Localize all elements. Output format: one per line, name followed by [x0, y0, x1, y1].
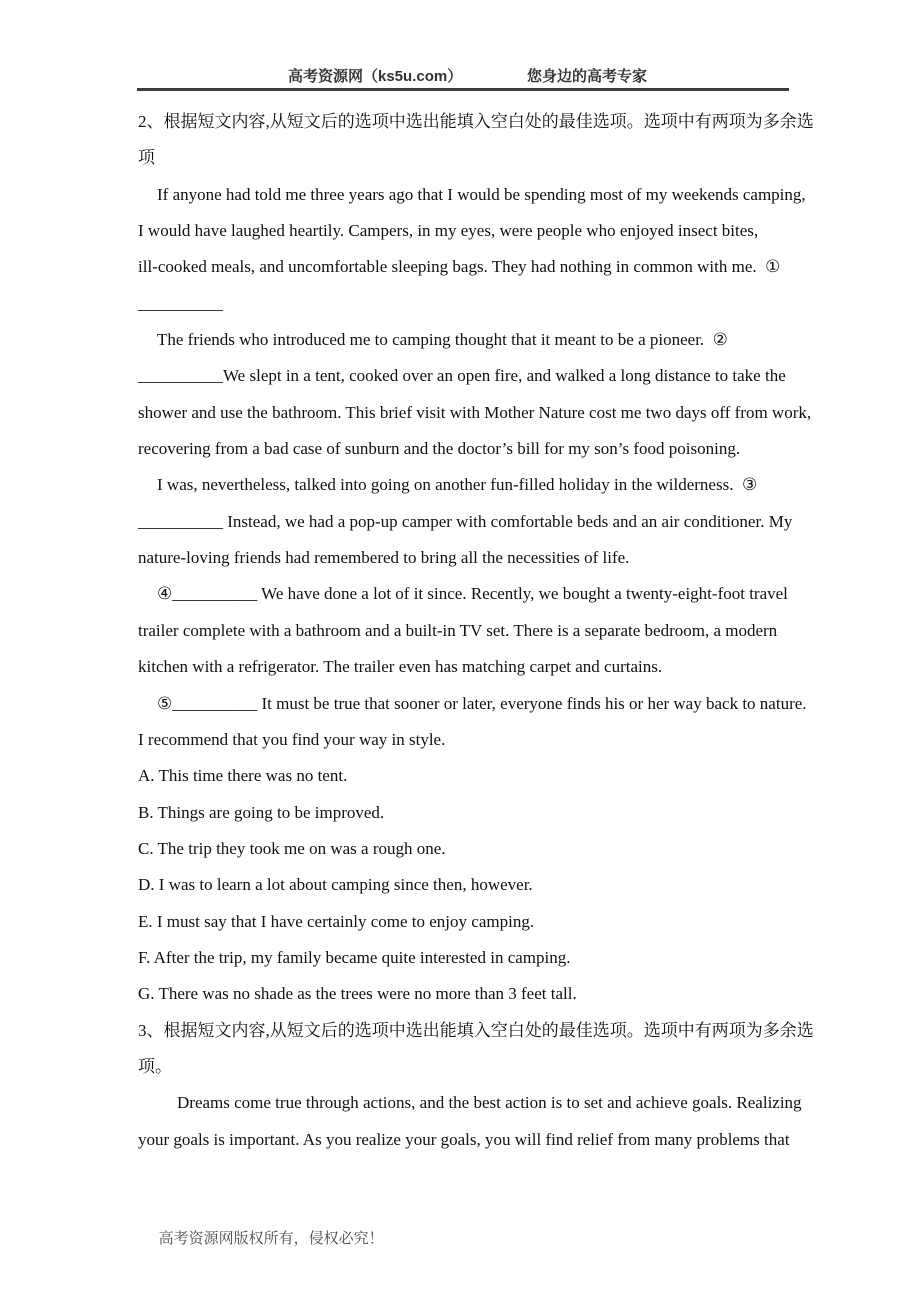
text-line: 2、根据短文内容,从短文后的选项中选出能填入空白处的最佳选项。选项中有两项为多余选	[138, 112, 814, 131]
text-line: kitchen with a refrigerator. The trailer even has matching carpet and curtains.	[138, 657, 663, 677]
text-line: I was, nevertheless, talked into going on another fun-filled holiday in the wilderness. ③	[157, 475, 758, 495]
text-line: I would have laughed heartily. Campers, in my eyes, were people who enjoyed insect bites,	[138, 221, 759, 241]
text-line: ⑤__________ It must be true that sooner or later, everyone finds his or her way back to nature.	[157, 693, 807, 713]
text-line: trailer complete with a bathroom and a built-in TV set. There is a separate bedroom, a modern	[138, 620, 778, 640]
text-line: 3、根据短文内容,从短文后的选项中选出能填入空白处的最佳选项。选项中有两项为多余选	[138, 1020, 814, 1040]
text-line: __________ Instead, we had a pop-up camper with comfortable beds and an air conditioner. My	[138, 511, 793, 531]
text-line: recovering from a bad case of sunburn and the doctor’s bill for my son’s food poisoning.	[138, 439, 741, 459]
text-line: 项	[138, 148, 155, 168]
text-line: G. There was no shade as the trees were no more than 3 feet tall.	[138, 984, 577, 1004]
text-line: ④__________ We have done a lot of it since. Recently, we bought a twenty-eight-foot travel	[157, 584, 788, 604]
text-line: ill-cooked meals, and uncomfortable sleeping bags. They had nothing in common with me. ①	[138, 257, 781, 277]
text-line: nature-loving friends had remembered to bring all the necessities of life.	[138, 548, 630, 568]
text-line: The friends who introduced me to camping thought that it meant to be a pioneer. ②	[157, 330, 728, 350]
site-name: 高考资源网（ks5u.com）	[288, 68, 463, 85]
text-line: I recommend that you find your way in style.	[138, 729, 446, 749]
copyright-text: 高考资源网版权所有，侵权必究！	[158, 1230, 384, 1247]
text-line: shower and use the bathroom. This brief visit with Mother Nature cost me two days off from work,	[138, 402, 812, 422]
text-line: C. The trip they took me on was a rough one.	[138, 838, 446, 858]
site-slogan: 您身边的高考专家	[527, 68, 648, 85]
text-line: 项。	[138, 1056, 172, 1076]
text-line: D. I was to learn a lot about camping since then, however.	[138, 875, 533, 895]
text-line: A. This time there was no tent.	[138, 766, 348, 786]
text-line: Dreams come true through actions, and the best action is to set and achieve goals. Realizing	[177, 1093, 802, 1113]
text-line: E. I must say that I have certainly come to enjoy camping.	[138, 911, 535, 931]
document-body	[138, 104, 814, 1158]
text-line: __________	[138, 293, 223, 313]
text-line: If anyone had told me three years ago that I would be spending most of my weekends camping,	[157, 184, 806, 204]
text-line: __________We slept in a tent, cooked over an open fire, and walked a long distance to take the	[138, 366, 786, 386]
text-line: B. Things are going to be improved.	[138, 802, 385, 822]
page-footer	[142, 1206, 384, 1272]
text-line: your goals is important. As you realize your goals, you will find relief from many problems that	[138, 1129, 790, 1149]
page-header	[137, 58, 789, 91]
text-line: F. After the trip, my family became quite interested in camping.	[138, 947, 571, 967]
